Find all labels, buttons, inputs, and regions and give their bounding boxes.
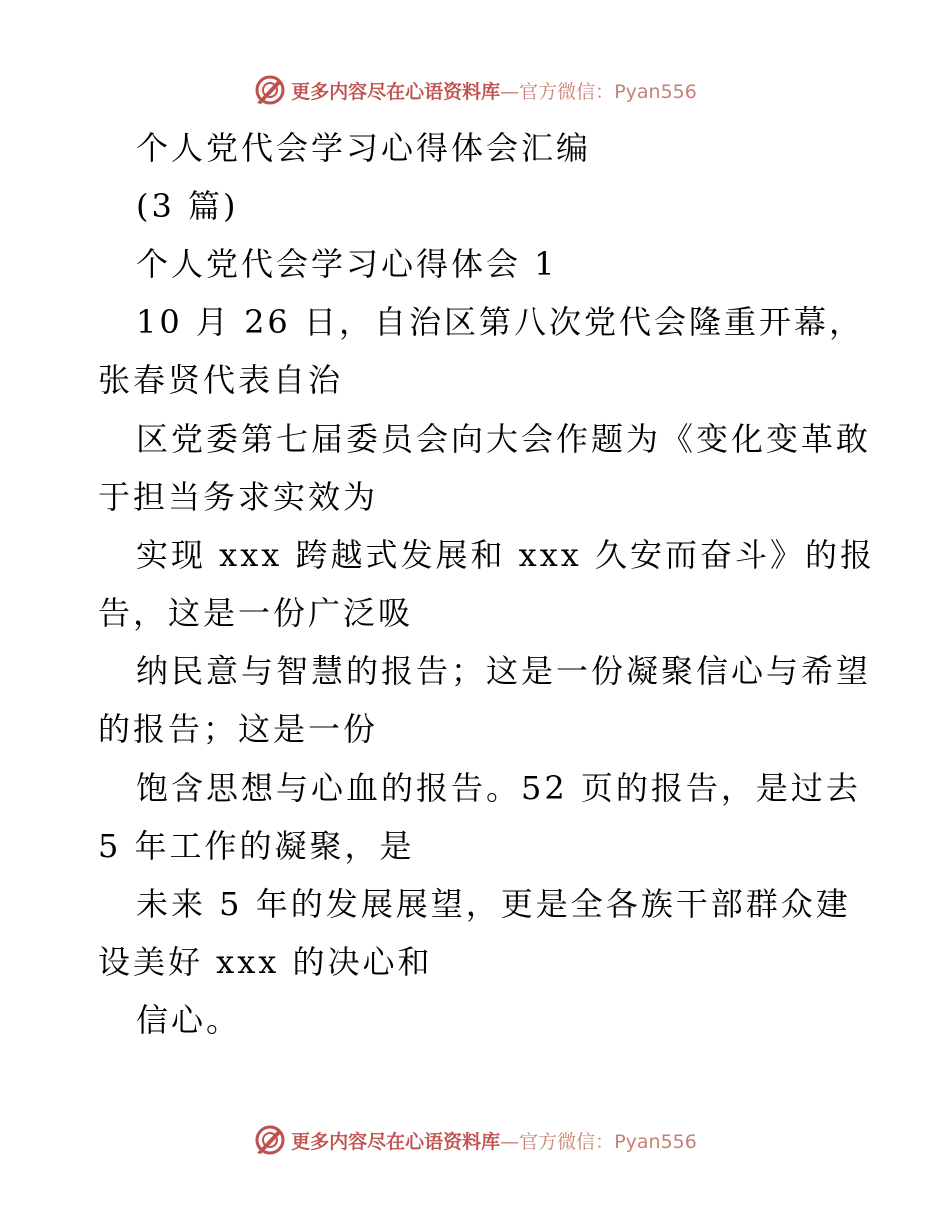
watermark-text — [291, 77, 697, 104]
watermark-wechat-id: Pyan556 — [614, 1130, 697, 1153]
paragraph-line: 实现 xxx 跨越式发展和 xxx 久安而奋斗》的报 — [136, 536, 875, 574]
watermark-site-name: 更多内容尽在心语资料库 — [291, 80, 501, 103]
paragraph-line: 告，这是一份广泛吸 — [98, 594, 414, 632]
paragraph-line: 饱含思想与心血的报告。52 页的报告，是过去 — [136, 769, 861, 807]
watermark-text — [291, 1127, 697, 1154]
paragraph-line: 10 月 26 日，自治区第八次党代会隆重开幕， — [136, 303, 864, 341]
paragraph-line: 纳民意与智慧的报告；这是一份凝聚信心与希望 — [136, 652, 872, 690]
paragraph-line: 张春贤代表自治 — [98, 361, 344, 399]
quill-logo-icon — [253, 1123, 287, 1157]
paragraph-line: 5 年工作的凝聚，是 — [98, 827, 415, 865]
document-subtitle: (3 篇) — [136, 187, 239, 225]
watermark-wechat-id: Pyan556 — [614, 80, 697, 103]
watermark-site-name: 更多内容尽在心语资料库 — [291, 1130, 501, 1153]
paragraph-line: 信心。 — [136, 1001, 242, 1039]
paragraph-line: 设美好 xxx 的决心和 — [98, 943, 433, 981]
paragraph-line: 未来 5 年的发展展望，更是全各族干部群众建 — [136, 885, 851, 923]
paragraph-line: 区党委第七届委员会向大会作题为《变化变革敢 — [136, 420, 872, 458]
quill-logo-icon — [253, 73, 287, 107]
watermark-wechat-label: —官方微信： — [500, 1130, 615, 1153]
paragraph-line: 于担当务求实效为 — [98, 478, 379, 516]
footer-watermark — [0, 1120, 950, 1160]
watermark-wechat-label: —官方微信： — [500, 80, 615, 103]
section-heading: 个人党代会学习心得体会 1 — [136, 245, 558, 283]
document-title: 个人党代会学习心得体会汇编 — [136, 129, 592, 167]
paragraph-line: 的报告；这是一份 — [98, 710, 379, 748]
header-watermark — [0, 70, 950, 110]
